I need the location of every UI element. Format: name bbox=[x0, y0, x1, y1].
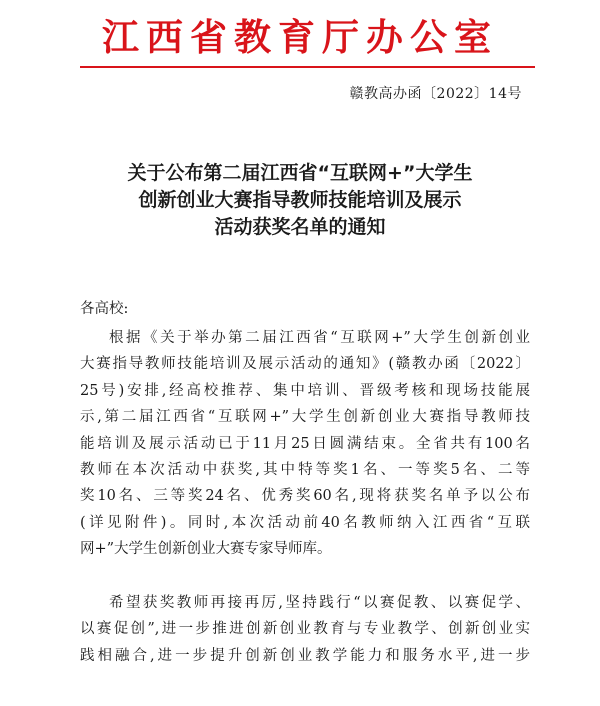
paragraph-line: 奖10名、三等奖24名、优秀奖60名,现将获奖名单予以公布 bbox=[80, 488, 530, 505]
paragraph-line: 能培训及展示活动已于11月25日圆满结束。全省共有100名 bbox=[80, 435, 530, 452]
body-paragraph bbox=[80, 325, 530, 563]
document-number: 赣教高办函〔2022〕14号 bbox=[349, 86, 522, 102]
title-line: 关于公布第二届江西省“互联网+”大学生 bbox=[127, 162, 473, 184]
paragraph-line: 践相融合,进一步提升创新创业教学能力和服务水平,进一步 bbox=[80, 647, 530, 664]
paragraph-line: 示,第二届江西省“互联网+”大学生创新创业大赛指导教师技 bbox=[80, 409, 530, 426]
paragraph-line: 以赛促创”,进一步推进创新创业教育与专业教学、创新创业实 bbox=[80, 621, 530, 638]
paragraph-line: 25号)安排,经高校推荐、集中培训、晋级考核和现场技能展 bbox=[80, 382, 530, 399]
paragraph-line: 大赛指导教师技能培训及展示活动的通知》(赣教办函〔2022〕 bbox=[80, 356, 530, 373]
title-line: 活动获奖名单的通知 bbox=[214, 216, 386, 238]
paragraph-line: 教师在本次活动中获奖,其中特等奖1名、一等奖5名、二等 bbox=[80, 461, 530, 478]
org-masthead: 江西省教育厅办公室 bbox=[102, 16, 498, 59]
paragraph-line: 网+”大学生创新创业大赛专家导师库。 bbox=[80, 541, 332, 558]
paragraph-line: 希望获奖教师再接再厉,坚持践行“以赛促教、以赛促学、 bbox=[109, 595, 530, 611]
red-divider bbox=[80, 66, 535, 68]
body-paragraph bbox=[80, 590, 530, 669]
salutation: 各高校: bbox=[80, 301, 129, 317]
title-line: 创新创业大赛指导教师技能培训及展示 bbox=[138, 189, 462, 211]
paragraph-line: (详见附件)。同时,本次活动前40名教师纳入江西省“互联 bbox=[80, 514, 530, 531]
document-title bbox=[60, 160, 540, 241]
paragraph-line: 根据《关于举办第二届江西省“互联网+”大学生创新创业 bbox=[109, 330, 530, 346]
